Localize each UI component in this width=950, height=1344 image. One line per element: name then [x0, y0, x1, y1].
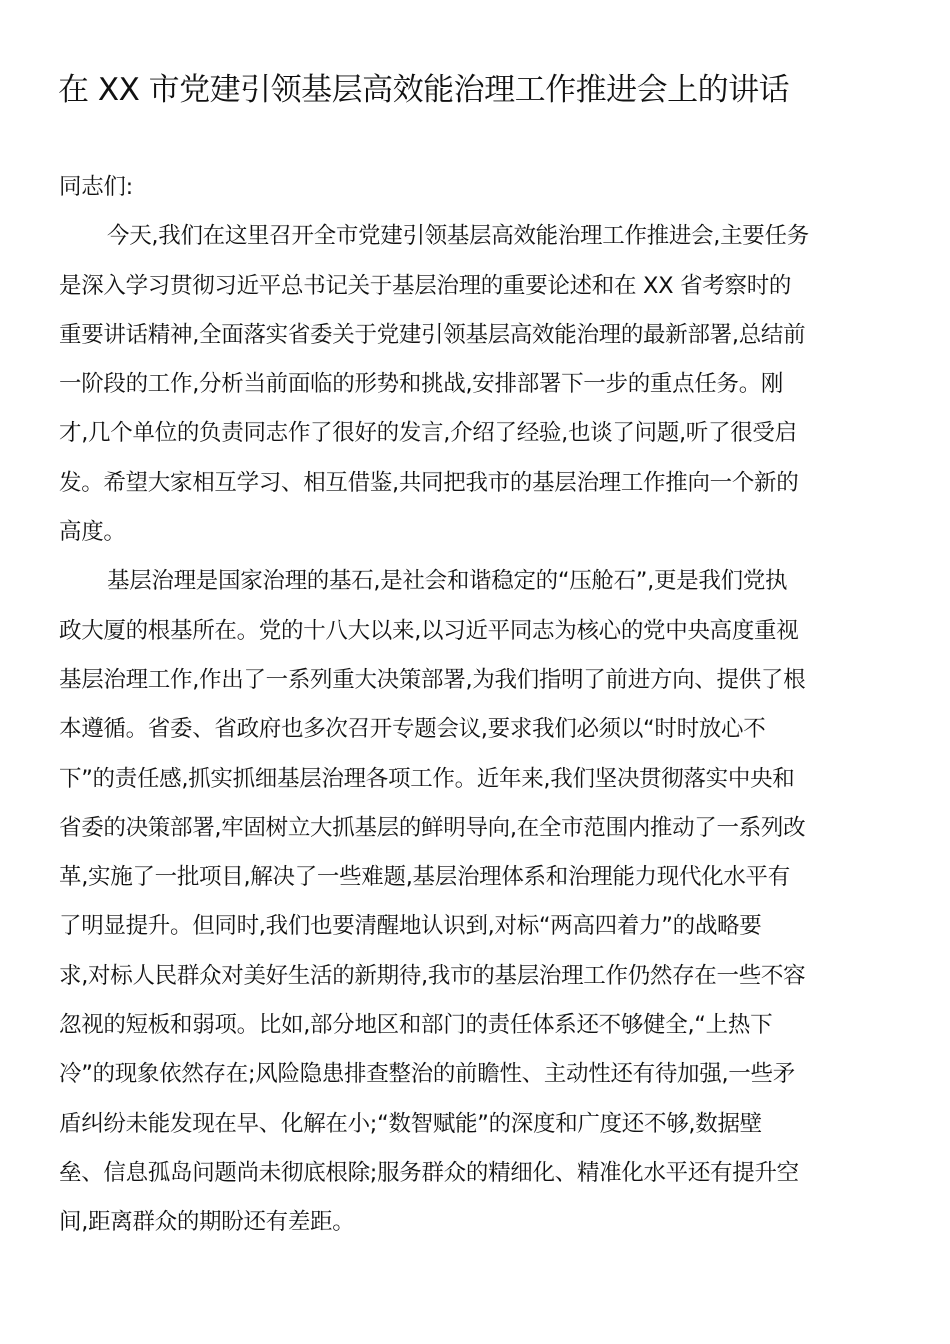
- paragraph-line: 了明显提升。但同时,我们也要清醒地认识到,对标“两高四着力”的战略要: [59, 913, 762, 940]
- paragraph-line: 高度。: [59, 519, 126, 546]
- paragraph-line: 政大厦的根基所在。党的十八大以来,以习近平同志为核心的党中央高度重视: [59, 617, 799, 644]
- paragraph-line: 间,距离群众的期盼还有差距。: [59, 1209, 355, 1236]
- paragraph-line: 忽视的短板和弱项。比如,部分地区和部门的责任体系还不够健全,“上热下: [59, 1012, 773, 1039]
- paragraph-line: 求,对标人民群众对美好生活的新期待,我市的基层治理工作仍然存在一些不容: [59, 962, 806, 989]
- paragraph-line: 基层治理工作,作出了一系列重大决策部署,为我们指明了前进方向、提供了根: [59, 666, 806, 693]
- paragraph-line: 冷”的现象依然存在;风险隐患排查整治的前瞻性、主动性还有待加强,一些矛: [59, 1061, 795, 1088]
- paragraph-line: 今天,我们在这里召开全市党建引领基层高效能治理工作推进会,主要任务: [107, 223, 809, 250]
- paragraph-line: 本遵循。省委、省政府也多次召开专题会议,要求我们必须以“时时放心不: [59, 716, 766, 743]
- document-body: [59, 163, 899, 1248]
- paragraph-line: 革,实施了一批项目,解决了一些难题,基层治理体系和治理能力现代化水平有: [59, 864, 790, 891]
- paragraph-line: 垒、信息孤岛问题尚未彻底根除;服务群众的精细化、精准化水平还有提升空: [59, 1159, 799, 1186]
- paragraph-line: 才,几个单位的负责同志作了很好的发言,介绍了经验,也谈了问题,听了很受启: [59, 420, 797, 447]
- document-title: 在 XX 市党建引领基层高效能治理工作推进会上的讲话: [58, 72, 790, 108]
- paragraph-line: 基层治理是国家治理的基石,是社会和谐稳定的“压舱石”,更是我们党执: [107, 568, 788, 595]
- paragraph-line: 下”的责任感,抓实抓细基层治理各项工作。近年来,我们坚决贯彻落实中央和: [59, 765, 795, 792]
- paragraph-line: 一阶段的工作,分析当前面临的形势和挑战,安排部署下一步的重点任务。刚: [59, 371, 784, 398]
- paragraph-line: 盾纠纷未能发现在早、化解在小;“数智赋能”的深度和广度还不够,数据壁: [59, 1110, 762, 1137]
- paragraph-line: 省委的决策部署,牢固树立大抓基层的鲜明导向,在全市范围内推动了一系列改: [59, 814, 806, 841]
- paragraph-2: [59, 557, 899, 1247]
- paragraph-line: 发。希望大家相互学习、相互借鉴,共同把我市的基层治理工作推向一个新的: [59, 469, 799, 496]
- paragraph-1: [59, 212, 899, 557]
- paragraph-line: 重要讲话精神,全面落实省委关于党建引领基层高效能治理的最新部署,总结前: [59, 321, 806, 348]
- salutation: 同志们:: [59, 174, 133, 200]
- paragraph-line: 是深入学习贯彻习近平总书记关于基层治理的重要论述和在 XX 省考察时的: [59, 272, 792, 299]
